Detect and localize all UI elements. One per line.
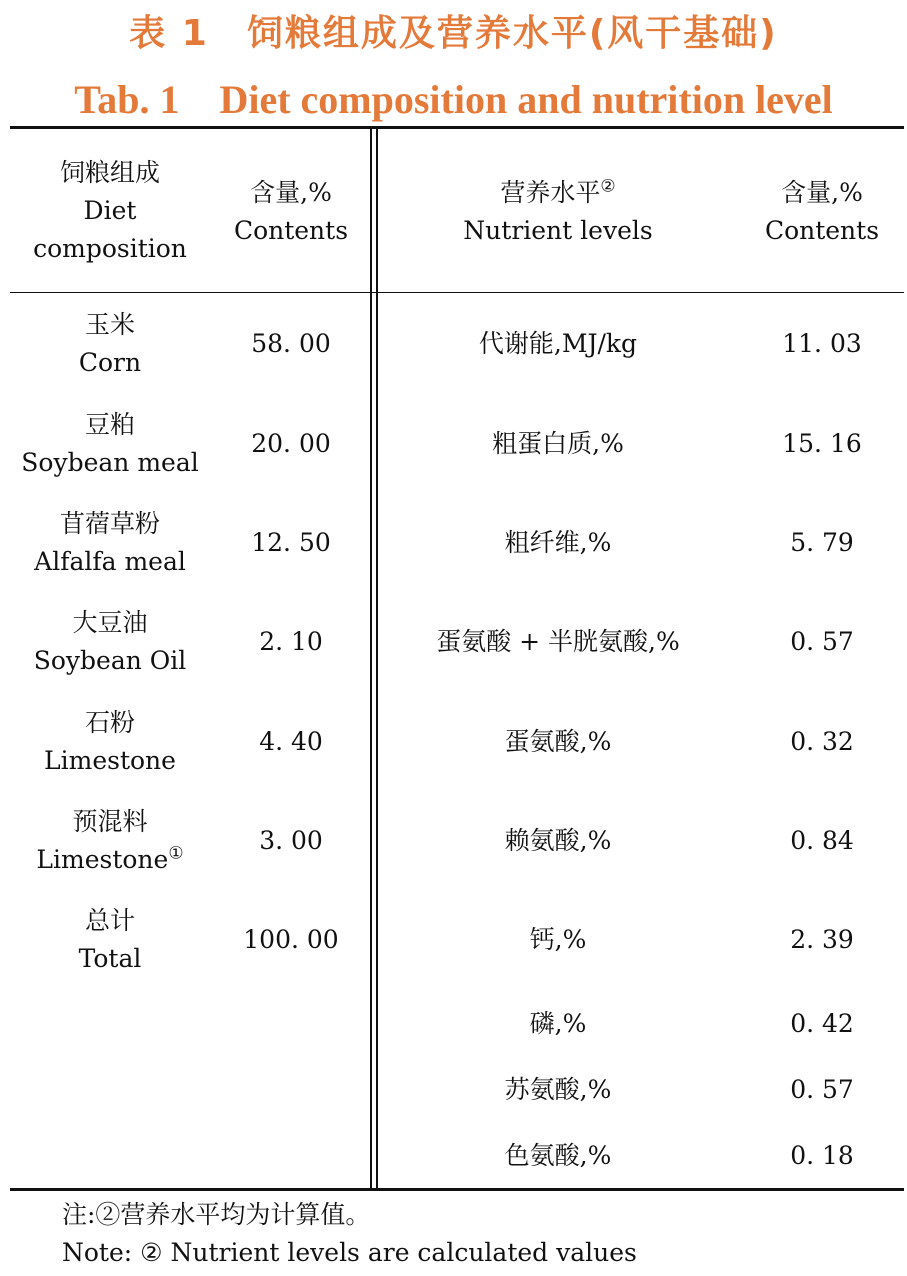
nutrient-row-value: 5. 79: [790, 528, 854, 557]
header-content2-en: Contents: [764, 216, 880, 245]
diet-name-en: Alfalfa meal: [34, 547, 186, 576]
header-diet-contents: [212, 174, 370, 250]
table-note-cn: 注:②营养水平均为计算值。: [62, 1200, 371, 1229]
diet-row-label: [10, 803, 210, 879]
column-divider-left: [370, 128, 372, 1189]
diet-row-label: [10, 604, 210, 680]
nutrient-row-value: 0. 32: [790, 727, 854, 756]
header-diet-composition: [10, 154, 210, 268]
diet-name-cn: 大豆油: [72, 608, 148, 637]
diet-row-value: 12. 50: [251, 528, 331, 557]
nutrient-row-label: 苏氨酸,%: [504, 1075, 612, 1104]
header-diet-en-2: composition: [33, 234, 187, 263]
diet-row-label: [10, 306, 210, 382]
table-title-cn: 表 1 饲粮组成及营养水平(风干基础): [129, 13, 778, 54]
nutrient-row-label: 粗蛋白质,%: [492, 429, 624, 458]
diet-row-label: [10, 406, 210, 482]
diet-name-en: Total: [78, 944, 142, 973]
diet-name-cn: 豆粕: [84, 410, 135, 439]
header-nutrient-footnote-mark: ②: [600, 176, 616, 197]
top-rule: [10, 126, 904, 129]
diet-name-cn: 玉米: [84, 310, 135, 339]
nutrient-row-value: 0. 84: [790, 826, 854, 855]
diet-row-label: [10, 505, 210, 581]
diet-row-label: [10, 704, 210, 780]
nutrient-row-value: 2. 39: [790, 925, 854, 954]
header-nutrient-cn: 营养水平: [500, 178, 601, 207]
table-note-en: Note: ② Nutrient levels are calculated values: [62, 1238, 637, 1267]
header-nutrient-levels: [382, 174, 734, 250]
nutrient-row-value: 0. 57: [790, 627, 854, 656]
diet-name-cn: 预混料: [72, 807, 148, 836]
diet-name-en: Limestone: [36, 845, 169, 874]
nutrient-row-label: 色氨酸,%: [504, 1141, 612, 1170]
nutrient-row-label: 钙,%: [529, 925, 587, 954]
bottom-rule: [10, 1188, 904, 1191]
nutrient-row-label: 粗纤维,%: [504, 528, 612, 557]
diet-name-cn: 总计: [84, 906, 135, 935]
nutrient-row-value: 15. 16: [782, 429, 862, 458]
nutrient-row-value: 0. 18: [790, 1141, 854, 1170]
header-rule: [10, 292, 904, 293]
diet-name-cn: 石粉: [84, 708, 135, 737]
nutrient-row-label: 蛋氨酸,%: [504, 727, 612, 756]
diet-name-en: Soybean meal: [21, 448, 199, 477]
header-content-cn: 含量,%: [250, 178, 332, 207]
header-diet-en-1: Diet: [83, 196, 137, 225]
diet-row-value: 58. 00: [251, 329, 331, 358]
header-content-en: Contents: [233, 216, 349, 245]
diet-row-value: 2. 10: [259, 627, 323, 656]
header-diet-cn: 饲粮组成: [59, 158, 160, 187]
nutrient-row-label: 磷,%: [529, 1009, 587, 1038]
nutrient-row-value: 0. 57: [790, 1075, 854, 1104]
diet-name-en: Corn: [78, 348, 142, 377]
diet-footnote-mark: ①: [168, 843, 184, 864]
nutrient-row-label: 蛋氨酸 + 半胱氨酸,%: [436, 627, 680, 656]
header-content2-cn: 含量,%: [781, 178, 863, 207]
header-nutrient-en: Nutrient levels: [463, 216, 653, 245]
column-divider-right: [376, 128, 378, 1189]
diet-row-value: 20. 00: [251, 429, 331, 458]
nutrient-row-value: 0. 42: [790, 1009, 854, 1038]
table-title-en: Tab. 1 Diet composition and nutrition level: [74, 77, 833, 122]
diet-name-en: Soybean Oil: [33, 646, 187, 675]
diet-name-cn: 苜蓿草粉: [59, 509, 160, 538]
nutrient-row-label: 赖氨酸,%: [504, 826, 612, 855]
diet-row-value: 3. 00: [259, 826, 323, 855]
diet-row-label: [10, 902, 210, 978]
diet-row-value: 4. 40: [259, 727, 323, 756]
nutrient-row-value: 11. 03: [782, 329, 862, 358]
diet-name-en: Limestone: [44, 746, 176, 775]
nutrient-row-label: 代谢能,MJ/kg: [478, 329, 638, 358]
header-nutrient-contents: [740, 174, 904, 250]
diet-row-value: 100. 00: [243, 925, 339, 954]
